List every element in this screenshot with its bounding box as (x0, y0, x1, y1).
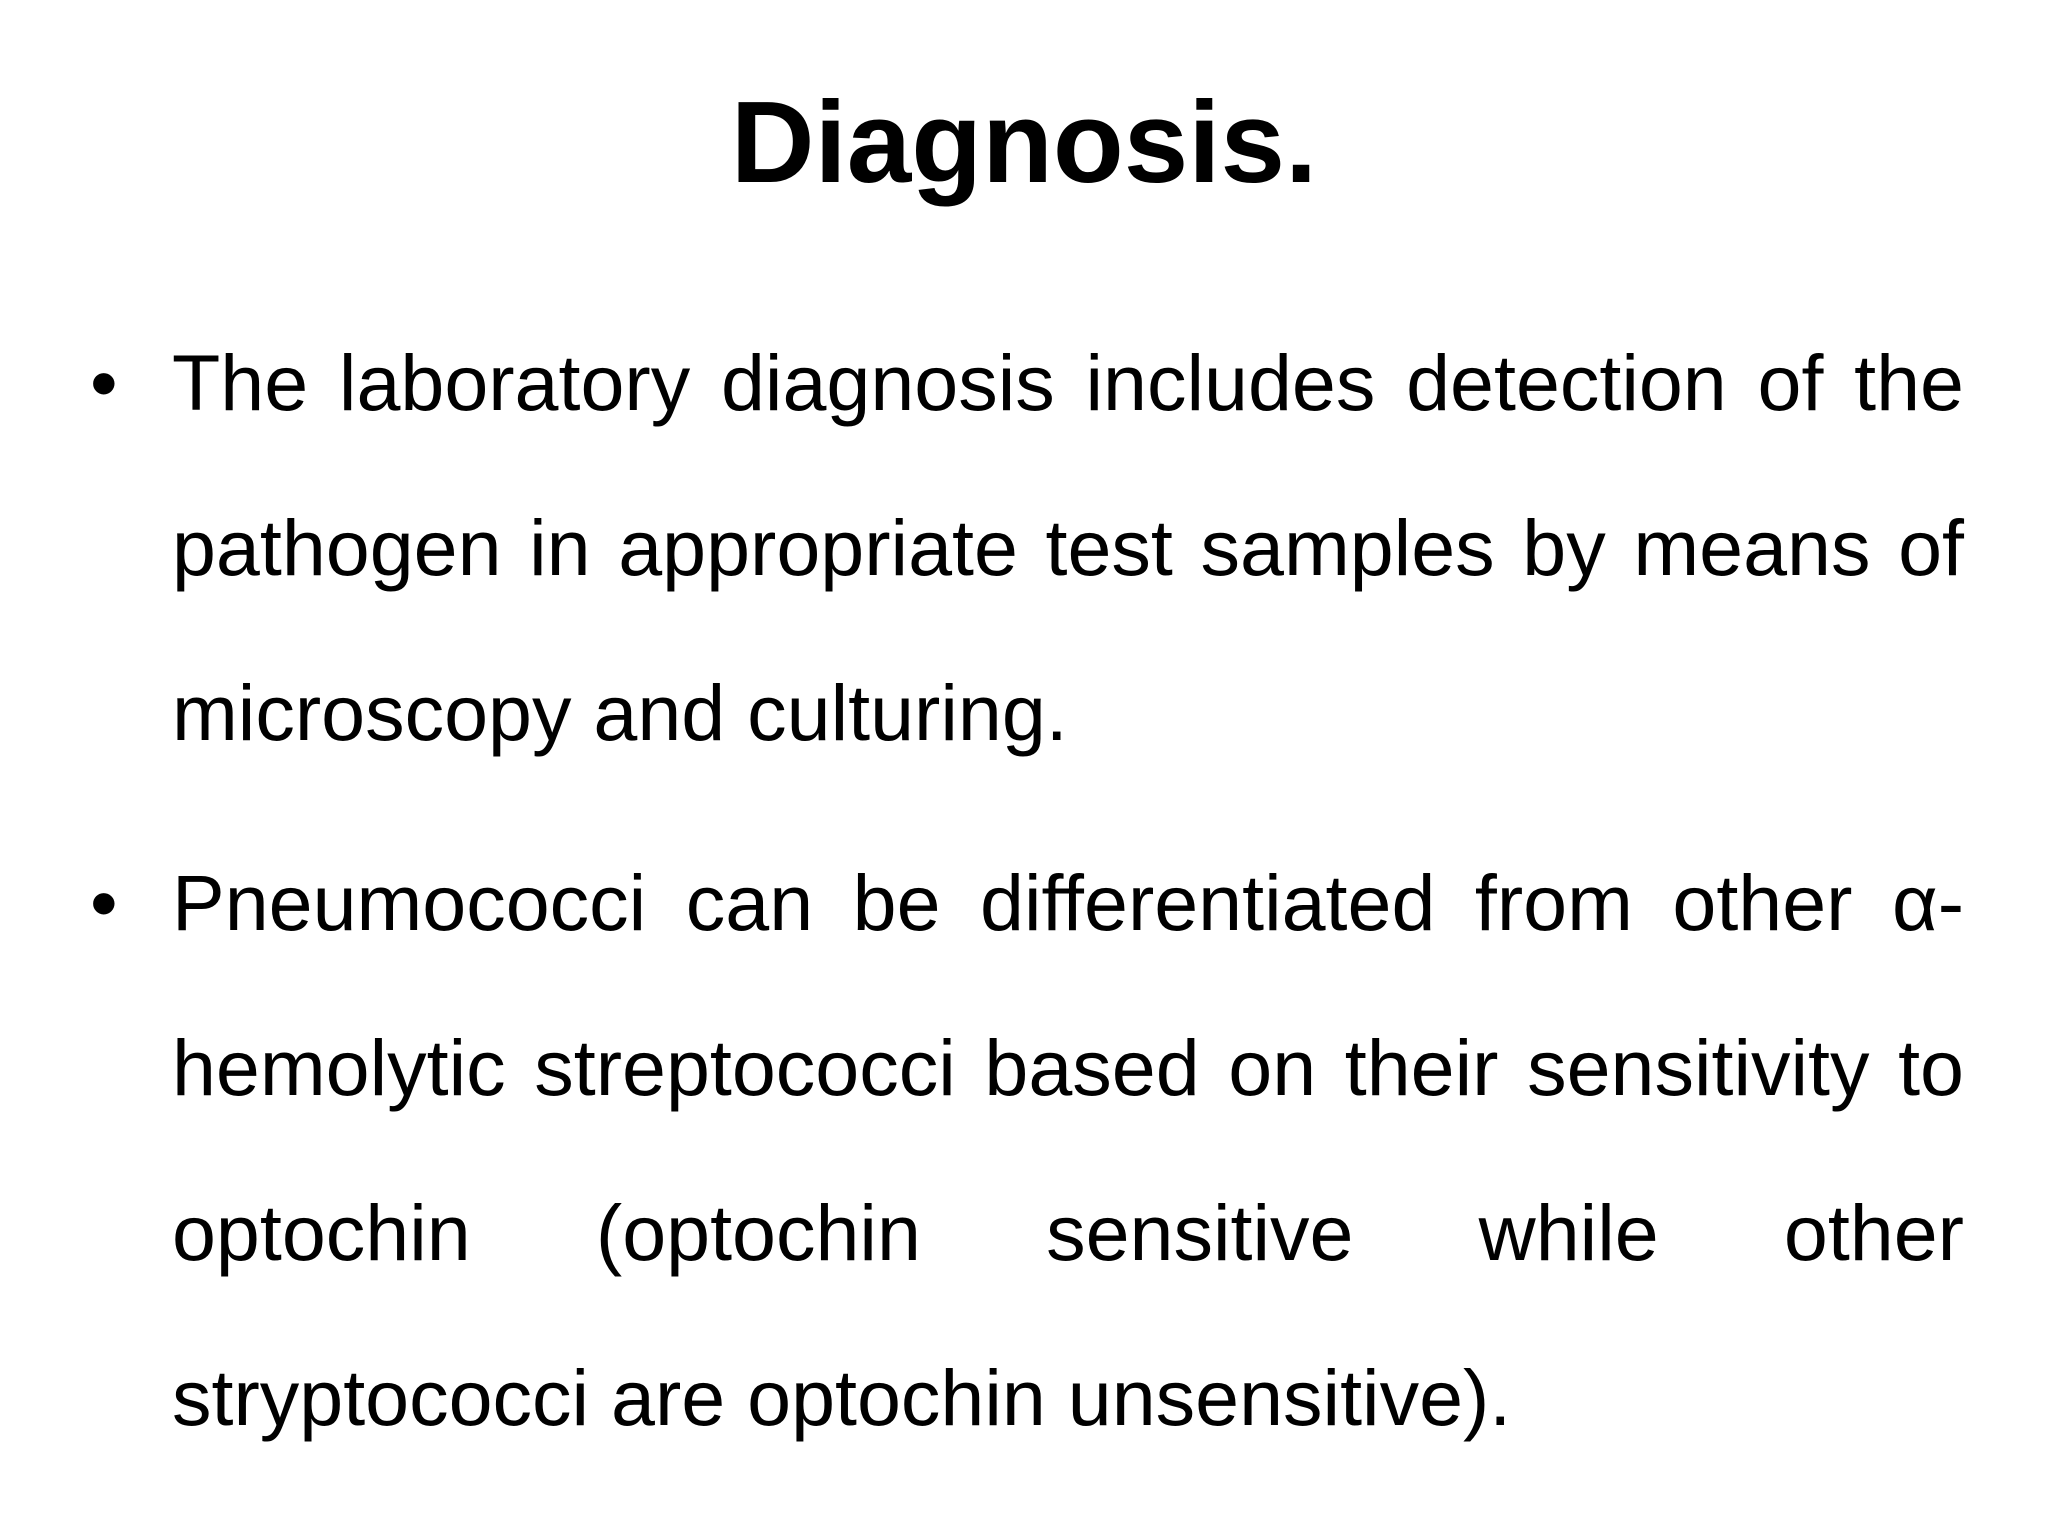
bullet-marker: • (90, 858, 118, 947)
bullet-text: Pneumococci can be differentiated from other α-hemolytic streptococci based on their sensitivity to optochin (optochin sensitive while other stryptococci are optochin unsensitive). (172, 858, 1964, 1442)
bullet-text: The laboratory diagnosis includes detection of the pathogen in appropriate test samples by means of microscopy and culturing. (172, 338, 1964, 757)
bullet-list (84, 300, 1964, 1480)
bullet-item (84, 820, 1964, 1480)
slide-title: Diagnosis. (730, 77, 1318, 207)
bullet-marker: • (90, 338, 118, 427)
bullet-item (84, 300, 1964, 795)
